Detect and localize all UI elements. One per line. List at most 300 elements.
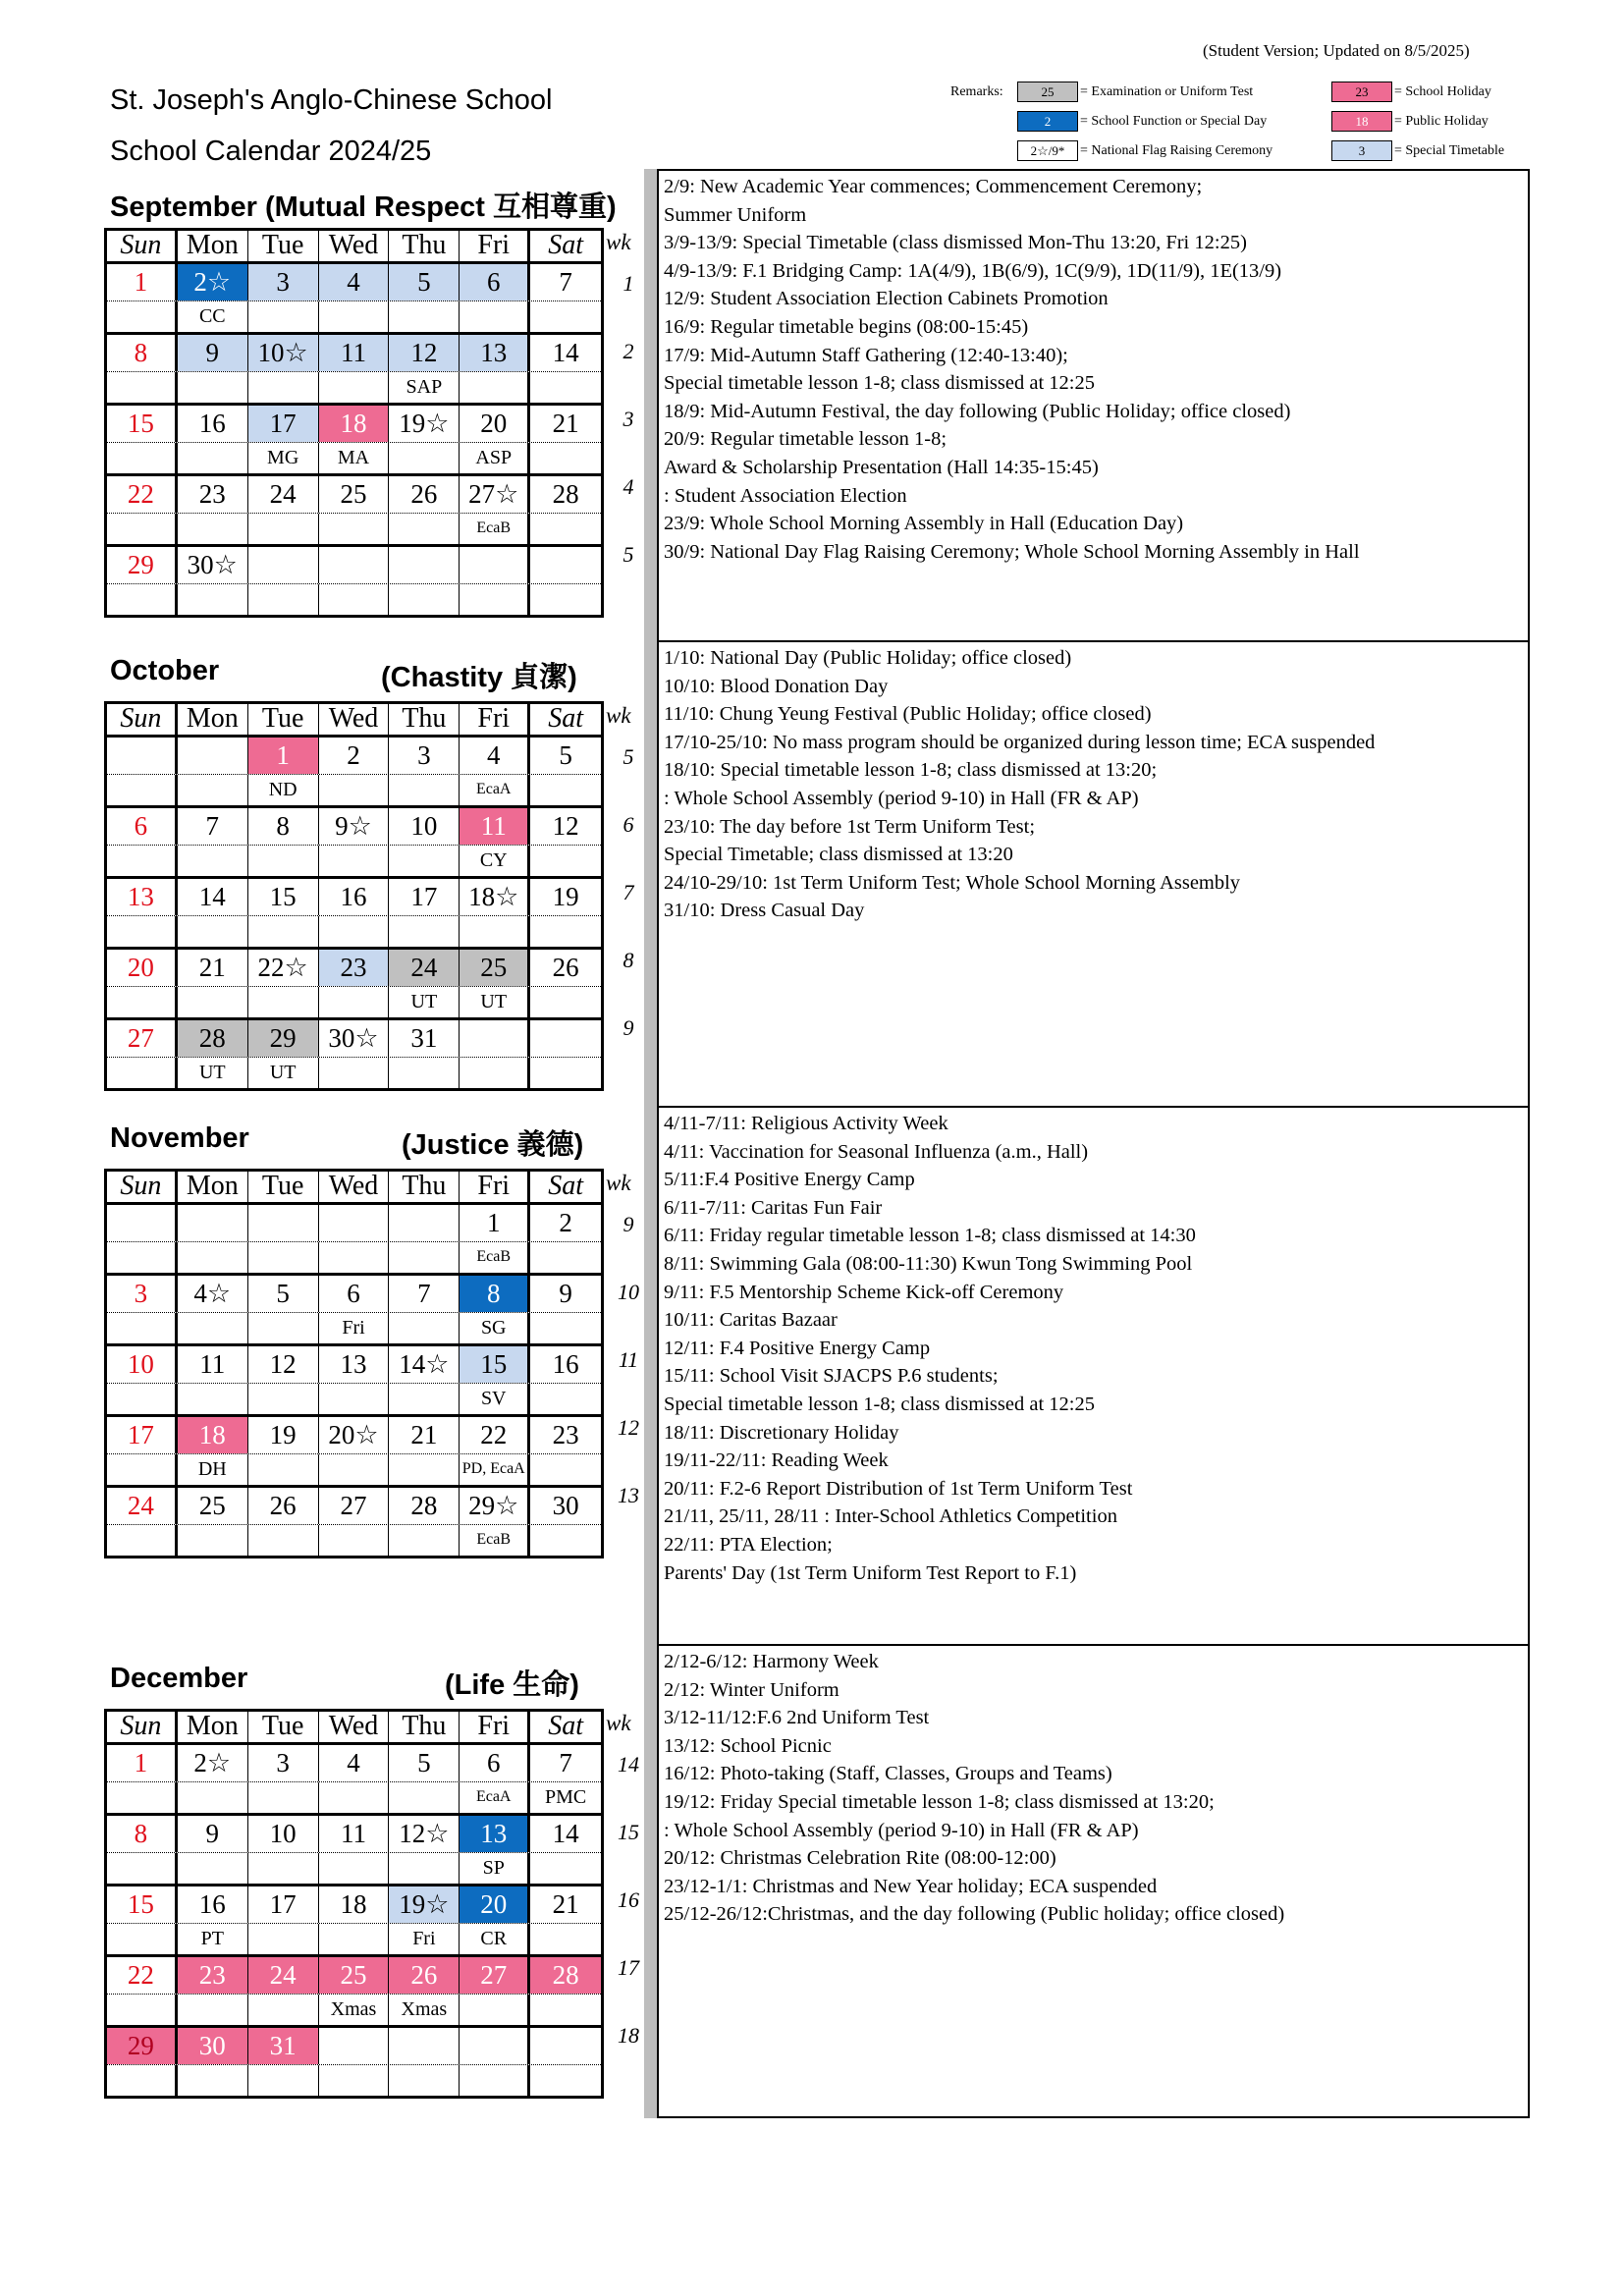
day-cell[interactable]: 28 <box>552 479 579 509</box>
day-cell[interactable]: 9 <box>178 335 248 371</box>
weekday-header: Tue <box>248 1712 319 1742</box>
day-note <box>460 916 530 947</box>
event-line: 20/11: F.2-6 Report Distribution of 1st Term Uniform Test <box>664 1477 1133 1500</box>
october-calendar <box>104 701 604 1091</box>
event-line: 18/10: Special timetable lesson 1-8; class dismissed at 13:20; <box>664 759 1158 782</box>
day-cell[interactable]: 17 <box>248 1886 319 1923</box>
day-cell[interactable]: 2 <box>319 738 390 774</box>
day-cell[interactable]: 20 <box>460 1886 530 1923</box>
weekday-header: Tue <box>248 1172 319 1202</box>
event-line: 2/12: Winter Uniform <box>664 1678 839 1701</box>
day-cell[interactable] <box>460 547 530 583</box>
day-cell[interactable]: 25 <box>319 1957 390 1994</box>
date-row <box>107 808 601 846</box>
day-cell[interactable]: 19☆ <box>389 406 460 442</box>
weekday-header: Mon <box>178 704 248 735</box>
day-cell[interactable]: 22 <box>460 1417 530 1453</box>
day-cell[interactable]: 20 <box>460 406 530 442</box>
week-number: 6 <box>623 812 634 837</box>
day-note: UT <box>248 1058 319 1088</box>
legend-public-holiday-swatch: 18 <box>1331 111 1392 132</box>
day-note: EcaA <box>460 1782 530 1813</box>
day-note <box>248 1525 319 1556</box>
weekday-header: Thu <box>389 231 460 261</box>
day-cell[interactable]: 18 <box>319 1886 390 1923</box>
day-note <box>107 514 178 544</box>
weekday-header: Fri <box>460 231 530 261</box>
week-number: 17 <box>618 1955 639 1980</box>
event-line: 2/9: New Academic Year commences; Commencement Ceremony; <box>664 176 1203 197</box>
day-cell[interactable]: 14 <box>178 879 248 915</box>
day-cell[interactable]: 8 <box>107 1816 178 1852</box>
day-cell[interactable]: 3 <box>107 1276 178 1312</box>
day-cell[interactable]: 3 <box>248 264 319 301</box>
weekday-header: Tue <box>248 704 319 735</box>
day-note <box>460 372 530 403</box>
day-cell[interactable] <box>178 738 248 774</box>
day-cell[interactable]: 22 <box>107 1957 178 1994</box>
day-cell[interactable]: 12 <box>552 811 579 841</box>
day-note: ND <box>248 775 319 805</box>
day-note: EcaB <box>460 1525 530 1556</box>
legend-public-holiday-text: = Public Holiday <box>1394 114 1489 129</box>
note-row <box>107 1924 601 1957</box>
note-row <box>107 1454 601 1488</box>
weekday-header: Fri <box>460 1172 530 1202</box>
day-cell[interactable]: 30 <box>552 1491 579 1520</box>
event-line: : Whole School Assembly (period 9-10) in Hall (FR & AP) <box>664 1819 1139 1841</box>
day-cell[interactable]: 2☆ <box>178 264 248 301</box>
day-cell[interactable] <box>178 1205 248 1241</box>
date-row <box>107 476 601 514</box>
week-number: 1 <box>623 271 634 296</box>
day-cell[interactable]: 1 <box>248 738 319 774</box>
day-cell[interactable]: 19 <box>248 1417 319 1453</box>
day-cell[interactable] <box>530 1020 601 1057</box>
day-note: EcaB <box>460 514 530 544</box>
week-number: 4 <box>623 474 634 499</box>
day-cell[interactable]: 13 <box>319 1346 390 1383</box>
day-cell[interactable]: 9☆ <box>319 808 390 845</box>
weekday-header: Sat <box>548 230 583 260</box>
legend-function-text: = School Function or Special Day <box>1080 114 1268 129</box>
day-cell[interactable]: 6 <box>460 264 530 301</box>
event-line: 12/11: F.4 Positive Energy Camp <box>664 1337 931 1359</box>
note-row <box>107 301 601 335</box>
day-note <box>107 301 178 332</box>
day-note <box>178 1313 248 1343</box>
day-note <box>389 916 460 947</box>
event-line: 12/9: Student Association Election Cabinets Promotion <box>664 288 1109 310</box>
day-note <box>389 2065 460 2096</box>
day-note: CC <box>178 301 248 332</box>
day-cell[interactable]: 28 <box>178 1020 248 1057</box>
day-cell[interactable]: 16 <box>178 406 248 442</box>
day-cell[interactable]: 16 <box>319 879 390 915</box>
day-cell[interactable]: 24 <box>389 950 460 986</box>
day-note <box>530 1454 601 1485</box>
day-cell[interactable]: 21 <box>552 409 579 438</box>
day-cell[interactable]: 11 <box>319 335 390 371</box>
day-cell[interactable]: 11 <box>460 808 530 845</box>
day-cell[interactable] <box>530 547 601 583</box>
day-note <box>319 775 390 805</box>
day-cell[interactable]: 26 <box>389 476 460 513</box>
day-note <box>460 301 530 332</box>
day-cell[interactable]: 5 <box>248 1276 319 1312</box>
day-cell[interactable]: 5 <box>559 740 572 770</box>
day-note <box>248 1313 319 1343</box>
day-cell[interactable]: 11 <box>319 1816 390 1852</box>
note-row <box>107 372 601 406</box>
day-cell[interactable] <box>319 547 390 583</box>
day-cell[interactable]: 25 <box>178 1488 248 1524</box>
event-line: Parents' Day (1st Term Uniform Test Report to F.1) <box>664 1561 1077 1584</box>
day-cell[interactable]: 27 <box>319 1488 390 1524</box>
week-number: 18 <box>618 2023 639 2048</box>
column-divider <box>644 169 657 2118</box>
day-cell[interactable]: 8 <box>248 808 319 845</box>
weekday-header-row <box>107 231 601 264</box>
event-line: 3/12-11/12:F.6 2nd Uniform Test <box>664 1707 930 1729</box>
day-cell[interactable]: 10 <box>389 808 460 845</box>
day-note <box>107 1058 178 1088</box>
event-line: 4/11-7/11: Religious Activity Week <box>664 1113 948 1134</box>
day-cell[interactable]: 27 <box>107 1020 178 1057</box>
note-row <box>107 846 601 879</box>
date-row <box>107 879 601 916</box>
day-note: Fri <box>389 1924 460 1954</box>
day-note <box>248 846 319 876</box>
day-cell[interactable]: 5 <box>389 264 460 301</box>
day-cell[interactable]: 23 <box>178 476 248 513</box>
weekday-header: Sun <box>107 1172 178 1202</box>
event-line: 4/9-13/9: F.1 Bridging Camp: 1A(4/9), 1B(6/9), 1C(9/9), 1D(11/9), 1E(13/9) <box>664 259 1282 282</box>
day-note <box>107 846 178 876</box>
day-cell[interactable] <box>319 1205 390 1241</box>
day-cell[interactable]: 10 <box>248 1816 319 1852</box>
event-line: 20/9: Regular timetable lesson 1-8; <box>664 428 947 451</box>
legend-exam-text: = Examination or Uniform Test <box>1080 84 1254 99</box>
day-cell[interactable]: 4 <box>460 738 530 774</box>
weekday-header: Sun <box>107 231 178 261</box>
day-note <box>530 301 601 332</box>
day-cell[interactable]: 4 <box>319 264 390 301</box>
week-number: 2 <box>623 339 634 363</box>
event-line: 5/11:F.4 Positive Energy Camp <box>664 1169 915 1191</box>
day-cell[interactable]: 21 <box>178 950 248 986</box>
date-row <box>107 950 601 987</box>
day-cell[interactable]: 28 <box>389 1488 460 1524</box>
day-note <box>107 1313 178 1343</box>
day-note <box>107 1924 178 1954</box>
day-note <box>389 1853 460 1884</box>
day-cell[interactable]: 2 <box>559 1208 572 1237</box>
day-cell[interactable] <box>389 1205 460 1241</box>
day-cell[interactable]: 30☆ <box>178 547 248 583</box>
date-row <box>107 1488 601 1525</box>
note-row <box>107 1242 601 1276</box>
day-cell[interactable]: 14☆ <box>389 1346 460 1383</box>
day-cell[interactable]: 18☆ <box>460 879 530 915</box>
day-cell[interactable]: 29 <box>107 2028 178 2064</box>
legend-exam-swatch: 25 <box>1017 82 1078 102</box>
day-note <box>107 1384 178 1414</box>
day-cell[interactable]: 26 <box>248 1488 319 1524</box>
day-cell[interactable]: 30 <box>178 2028 248 2064</box>
day-note: SAP <box>389 372 460 403</box>
note-row <box>107 443 601 476</box>
september-calendar <box>104 228 604 618</box>
day-note <box>460 1995 530 2025</box>
event-line: Special timetable lesson 1-8; class dismissed at 12:25 <box>664 1393 1095 1415</box>
day-cell[interactable]: 29 <box>248 1020 319 1057</box>
event-line: 2/12-6/12: Harmony Week <box>664 1651 879 1672</box>
day-note <box>389 443 460 473</box>
day-cell[interactable] <box>389 547 460 583</box>
day-cell[interactable]: 27☆ <box>460 476 530 513</box>
day-cell[interactable]: 1 <box>107 264 178 301</box>
weekday-header: Thu <box>389 1712 460 1742</box>
day-note <box>389 301 460 332</box>
december-month-name: December <box>110 1663 248 1694</box>
day-cell[interactable]: 13 <box>460 1816 530 1852</box>
week-number: 3 <box>623 407 634 431</box>
day-note <box>319 1058 390 1088</box>
week-number: 14 <box>618 1752 639 1777</box>
day-cell[interactable]: 13 <box>460 335 530 371</box>
day-note <box>178 1242 248 1273</box>
day-note <box>389 1525 460 1556</box>
day-cell[interactable]: 1 <box>460 1205 530 1241</box>
day-note <box>178 1853 248 1884</box>
event-line: 1/10: National Day (Public Holiday; office closed) <box>664 647 1072 669</box>
weekday-header: Thu <box>389 1172 460 1202</box>
day-cell[interactable]: 31 <box>248 2028 319 2064</box>
day-cell[interactable]: 7 <box>178 808 248 845</box>
day-cell[interactable]: 6 <box>107 808 178 845</box>
day-cell[interactable]: 29 <box>107 547 178 583</box>
day-note <box>319 1782 390 1813</box>
day-cell[interactable]: 24 <box>248 1957 319 1994</box>
day-note: PT <box>178 1924 248 1954</box>
day-cell[interactable] <box>460 1020 530 1057</box>
day-cell[interactable]: 11 <box>178 1346 248 1383</box>
week-number: 8 <box>623 948 634 972</box>
day-cell[interactable]: 9 <box>559 1279 572 1308</box>
day-cell[interactable]: 12☆ <box>389 1816 460 1852</box>
day-cell[interactable]: 17 <box>389 879 460 915</box>
day-cell[interactable]: 4☆ <box>178 1276 248 1312</box>
day-cell[interactable]: 19☆ <box>389 1886 460 1923</box>
week-number: 7 <box>623 880 634 904</box>
day-cell[interactable]: 10☆ <box>248 335 319 371</box>
day-cell[interactable]: 26 <box>552 953 579 982</box>
day-cell[interactable]: 6 <box>319 1276 390 1312</box>
event-line: 23/12-1/1: Christmas and New Year holiday; ECA suspended <box>664 1875 1158 1897</box>
note-row <box>107 916 601 950</box>
december-calendar <box>104 1709 604 2099</box>
day-cell[interactable]: 27 <box>460 1957 530 1994</box>
day-cell[interactable]: 22 <box>107 476 178 513</box>
day-note <box>178 987 248 1017</box>
day-note <box>248 372 319 403</box>
weekday-header: Wed <box>319 231 390 261</box>
day-note <box>178 846 248 876</box>
day-note <box>107 1853 178 1884</box>
day-note <box>530 1995 601 2025</box>
day-note <box>248 514 319 544</box>
day-cell[interactable]: 20 <box>107 950 178 986</box>
day-cell[interactable]: 24 <box>107 1488 178 1524</box>
event-line: 18/11: Discretionary Holiday <box>664 1421 899 1444</box>
day-cell[interactable]: 7 <box>389 1276 460 1312</box>
date-row <box>107 1816 601 1853</box>
week-column-header: wk <box>606 230 631 254</box>
weekday-header: Wed <box>319 704 390 735</box>
day-note: Fri <box>319 1313 390 1343</box>
event-line: 22/11: PTA Election; <box>664 1533 833 1556</box>
day-cell[interactable]: 14 <box>552 1819 579 1848</box>
note-row <box>107 1995 601 2028</box>
day-cell[interactable]: 29☆ <box>460 1488 530 1524</box>
day-cell[interactable]: 9 <box>178 1816 248 1852</box>
day-cell[interactable]: 1 <box>107 1745 178 1781</box>
day-cell[interactable]: 15 <box>248 879 319 915</box>
day-cell[interactable]: 25 <box>319 476 390 513</box>
date-row <box>107 547 601 584</box>
day-cell[interactable] <box>107 738 178 774</box>
day-note <box>178 916 248 947</box>
day-cell[interactable] <box>460 2028 530 2064</box>
week-number: 5 <box>623 744 634 769</box>
day-note <box>178 443 248 473</box>
day-cell[interactable]: 25 <box>460 950 530 986</box>
day-cell[interactable]: 17 <box>107 1417 178 1453</box>
date-row <box>107 1346 601 1384</box>
day-cell[interactable]: 18 <box>178 1417 248 1453</box>
day-note: Xmas <box>389 1995 460 2025</box>
month-theme: (Mutual Respect 互相尊重) <box>264 191 617 223</box>
date-row <box>107 264 601 301</box>
day-note <box>530 775 601 805</box>
day-note <box>319 916 390 947</box>
day-cell[interactable]: 3 <box>248 1745 319 1781</box>
day-cell[interactable]: 24 <box>248 476 319 513</box>
day-note <box>530 846 601 876</box>
event-line: 6/11-7/11: Caritas Fun Fair <box>664 1196 883 1219</box>
day-cell[interactable]: 6 <box>460 1745 530 1781</box>
day-cell[interactable]: 15 <box>460 1346 530 1383</box>
event-line: 31/10: Dress Casual Day <box>664 900 865 922</box>
day-cell[interactable]: 26 <box>389 1957 460 1994</box>
day-cell[interactable]: 23 <box>552 1420 579 1449</box>
day-note <box>178 514 248 544</box>
day-cell[interactable]: 7 <box>559 267 572 297</box>
day-cell[interactable]: 3 <box>389 738 460 774</box>
day-cell[interactable]: 17 <box>248 406 319 442</box>
weekday-header: Sat <box>548 703 583 734</box>
day-cell[interactable] <box>389 2028 460 2064</box>
legend-special-timetable-swatch: 3 <box>1331 140 1392 161</box>
note-row <box>107 1853 601 1886</box>
day-cell[interactable]: 8 <box>107 335 178 371</box>
day-cell[interactable]: 14 <box>552 338 579 367</box>
day-cell[interactable]: 28 <box>530 1957 601 1994</box>
day-cell[interactable] <box>248 1205 319 1241</box>
november-theme: (Justice 義德) <box>402 1129 584 1161</box>
day-cell[interactable]: 19 <box>552 882 579 911</box>
date-row <box>107 335 601 372</box>
day-note <box>389 1782 460 1813</box>
day-cell[interactable] <box>530 2028 601 2064</box>
day-cell[interactable]: 10 <box>107 1346 178 1383</box>
day-cell[interactable]: 8 <box>460 1276 530 1312</box>
event-line: 11/10: Chung Yeung Festival (Public Holiday; office closed) <box>664 703 1152 726</box>
date-row <box>107 1957 601 1995</box>
day-cell[interactable]: 21 <box>552 1889 579 1919</box>
day-cell[interactable]: 18 <box>319 406 390 442</box>
day-cell[interactable]: 23 <box>319 950 390 986</box>
december-events <box>657 1644 1530 2118</box>
day-cell[interactable] <box>248 547 319 583</box>
day-note: UT <box>178 1058 248 1088</box>
day-cell[interactable]: 21 <box>389 1417 460 1453</box>
day-cell[interactable]: 12 <box>389 335 460 371</box>
day-note <box>178 2065 248 2096</box>
day-cell[interactable]: 4 <box>319 1745 390 1781</box>
date-row <box>107 1886 601 1924</box>
day-note <box>389 1313 460 1343</box>
november-month-name: November <box>110 1122 249 1154</box>
day-cell[interactable]: 5 <box>389 1745 460 1781</box>
september-title <box>110 185 617 225</box>
weekday-header: Sat <box>548 1171 583 1201</box>
weekday-header-row <box>107 704 601 738</box>
day-note <box>460 584 530 615</box>
day-cell[interactable]: 22☆ <box>248 950 319 986</box>
day-cell[interactable]: 23 <box>178 1957 248 1994</box>
day-cell[interactable]: 15 <box>107 1886 178 1923</box>
day-cell[interactable] <box>319 2028 390 2064</box>
day-cell[interactable]: 31 <box>389 1020 460 1057</box>
day-note <box>107 443 178 473</box>
day-note <box>389 514 460 544</box>
note-row <box>107 987 601 1020</box>
day-note <box>248 1924 319 1954</box>
day-cell[interactable] <box>107 1205 178 1241</box>
note-row <box>107 514 601 547</box>
day-cell[interactable]: 12 <box>248 1346 319 1383</box>
weekday-header-row <box>107 1172 601 1205</box>
day-cell[interactable]: 16 <box>178 1886 248 1923</box>
event-line: 19/12: Friday Special timetable lesson 1-8; class dismissed at 13:20; <box>664 1790 1215 1813</box>
day-cell[interactable]: 15 <box>107 406 178 442</box>
day-note <box>530 514 601 544</box>
day-cell[interactable]: 2☆ <box>178 1745 248 1781</box>
day-note: UT <box>460 987 530 1017</box>
event-line: 18/9: Mid-Autumn Festival, the day following (Public Holiday; office closed) <box>664 400 1291 422</box>
day-cell[interactable]: 20☆ <box>319 1417 390 1453</box>
day-cell[interactable]: 7 <box>559 1748 572 1777</box>
week-number: 13 <box>618 1483 639 1507</box>
note-row <box>107 1525 601 1556</box>
day-note: MA <box>319 443 390 473</box>
day-cell[interactable]: 13 <box>107 879 178 915</box>
day-cell[interactable]: 16 <box>552 1349 579 1379</box>
day-cell[interactable]: 30☆ <box>319 1020 390 1057</box>
day-note <box>319 301 390 332</box>
